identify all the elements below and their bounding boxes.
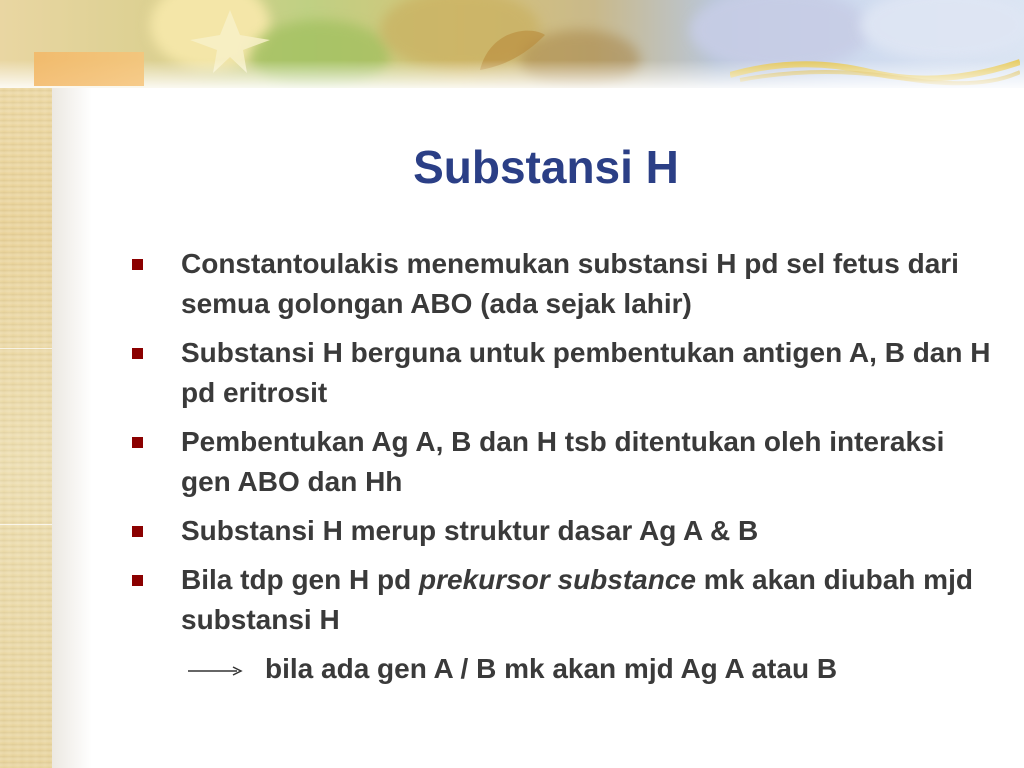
bullet-list (126, 244, 996, 689)
square-bullet-icon (132, 348, 143, 359)
right-arrow-icon (187, 664, 243, 678)
bullet-text: Pembentukan Ag A, B dan H tsb ditentukan oleh interaksi gen ABO dan Hh (181, 426, 945, 497)
bullet-text-before: Bila tdp gen H pd (181, 564, 419, 595)
left-decorative-strip (0, 0, 52, 768)
bullet-text: Substansi H berguna untuk pembentukan antigen A, B dan H pd eritrosit (181, 337, 991, 408)
bullet-item (126, 560, 996, 640)
top-decorative-banner (0, 0, 1024, 88)
bullet-item (126, 422, 996, 502)
square-bullet-icon (132, 437, 143, 448)
left-shadow (52, 0, 92, 768)
bullet-text: Constantoulakis menemukan substansi H pd sel fetus dari semua golongan ABO (ada sejak lahir) (181, 248, 959, 319)
square-bullet-icon (132, 575, 143, 586)
strip-seam (0, 348, 52, 349)
strip-seam (0, 524, 52, 525)
square-bullet-icon (132, 259, 143, 270)
bullet-text-italic: prekursor substance (419, 564, 696, 595)
slide-title: Substansi H (413, 141, 679, 193)
bullet-text-after: mk akan diubah mjd substansi H (181, 564, 973, 635)
bullet-text: Substansi H merup struktur dasar Ag A & B (181, 515, 759, 546)
bullet-text (181, 564, 973, 635)
bullet-item (126, 511, 996, 551)
sub-line-text: bila ada gen A / B mk akan mjd Ag A atau B (265, 653, 838, 684)
square-bullet-icon (132, 526, 143, 537)
orange-accent-bar (34, 52, 144, 86)
arrow-sub-line (126, 649, 996, 689)
bullet-item (126, 244, 996, 324)
bullet-item (126, 333, 996, 413)
